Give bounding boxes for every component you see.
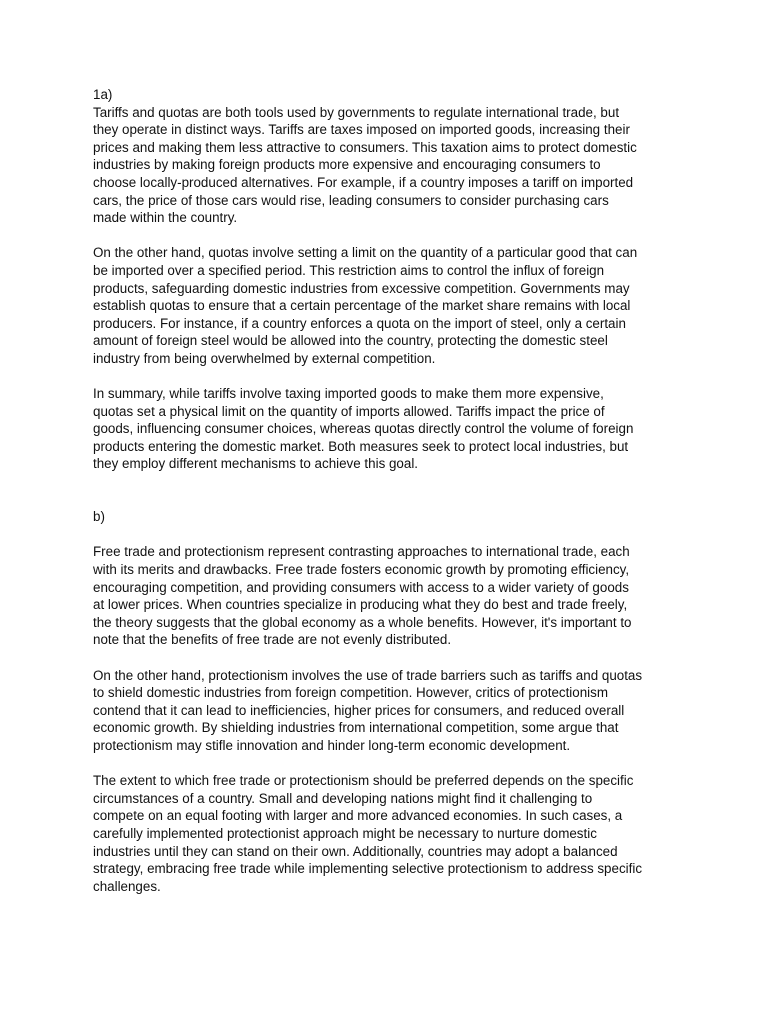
section-b-paragraph-3 [93, 772, 683, 895]
text-line: products, safeguarding domestic industries from excessive competition. Governments may [93, 280, 630, 296]
text-line: contend that it can lead to inefficiencies, higher prices for consumers, and reduced overall [93, 702, 625, 718]
text-line: encouraging competition, and providing consumers with access to a wider variety of goods [93, 579, 629, 595]
text-line: industries by making foreign products more expensive and encouraging consumers to [93, 157, 601, 173]
heading-spacing [93, 526, 683, 544]
text-line: cars, the price of those cars would rise, leading consumers to consider purchasing cars [93, 192, 609, 208]
text-line: products entering the domestic market. Both measures seek to protect local industries, but [93, 438, 629, 454]
text-line: choose locally-produced alternatives. For example, if a country imposes a tariff on imported [93, 174, 634, 190]
text-line: at lower prices. When countries specialize in producing what they do best and trade freely, [93, 597, 628, 613]
text-line: with its merits and drawbacks. Free trade fosters economic growth by promoting efficiency, [93, 562, 630, 578]
section-b-heading: b) [93, 509, 105, 525]
section-a-paragraph-1 [93, 104, 683, 227]
text-line: be imported over a specified period. This restriction aims to control the influx of foreign [93, 262, 605, 278]
text-line: note that the benefits of free trade are not evenly distributed. [93, 632, 452, 648]
text-line: strategy, embracing free trade while implementing selective protectionism to address specific [93, 861, 643, 877]
text-line: challenges. [93, 878, 161, 894]
section-a-paragraph-2 [93, 244, 683, 367]
text-line: On the other hand, protectionism involves the use of trade barriers such as tariffs and quotas [93, 667, 643, 683]
text-line: they employ different mechanisms to achieve this goal. [93, 456, 419, 472]
section-b-body [93, 543, 683, 895]
text-line: prices and making them less attractive to consumers. This taxation aims to protect domestic [93, 139, 637, 155]
section-a-heading: 1a) [93, 87, 113, 102]
section-b-paragraph-2 [93, 667, 683, 755]
text-line: the theory suggests that the global economy as a whole benefits. However, it's important to [93, 614, 632, 630]
paragraph-spacing [93, 227, 683, 245]
paragraph-spacing [93, 755, 683, 773]
text-line: made within the country. [93, 210, 238, 226]
text-line: Tariffs and quotas are both tools used by governments to regulate international trade, but [93, 104, 620, 120]
text-line: The extent to which free trade or protectionism should be preferred depends on the specific [93, 773, 634, 789]
text-line: industry from being overwhelmed by external competition. [93, 350, 436, 366]
text-line: Free trade and protectionism represent contrasting approaches to international trade, each [93, 544, 630, 560]
text-line: compete on an equal footing with larger and more advanced economies. In such cases, a [93, 808, 623, 824]
document-page [93, 86, 683, 895]
section-b-paragraph-1 [93, 543, 683, 649]
paragraph-spacing [93, 649, 683, 667]
paragraph-spacing [93, 368, 683, 386]
text-line: they operate in distinct ways. Tariffs are taxes imposed on imported goods, increasing their [93, 122, 630, 138]
text-line: quotas set a physical limit on the quantity of imports allowed. Tariffs impact the price of [93, 403, 605, 419]
text-line: establish quotas to ensure that a certain percentage of the market share remains with local [93, 298, 631, 314]
section-a-paragraph-3 [93, 385, 683, 473]
section-a-body [93, 104, 683, 473]
text-line: producers. For instance, if a country enforces a quota on the import of steel, only a certain [93, 315, 626, 331]
section-divider-space [93, 473, 683, 508]
text-line: industries until they can stand on their own. Additionally, countries may adopt a balanced [93, 843, 618, 859]
text-line: goods, influencing consumer choices, whereas quotas directly control the volume of foreign [93, 421, 634, 437]
text-line: to shield domestic industries from foreign competition. However, critics of protectionism [93, 685, 609, 701]
text-line: economic growth. By shielding industries from international competition, some argue that [93, 720, 619, 736]
text-line: amount of foreign steel would be allowed into the country, protecting the domestic steel [93, 333, 608, 349]
text-line: protectionism may stifle innovation and hinder long-term economic development. [93, 737, 571, 753]
text-line: In summary, while tariffs involve taxing imported goods to make them more expensive, [93, 386, 604, 402]
text-line: circumstances of a country. Small and developing nations might find it challenging to [93, 790, 593, 806]
text-line: On the other hand, quotas involve setting a limit on the quantity of a particular good that can [93, 245, 638, 261]
text-line: carefully implemented protectionist approach might be necessary to nurture domestic [93, 825, 597, 841]
